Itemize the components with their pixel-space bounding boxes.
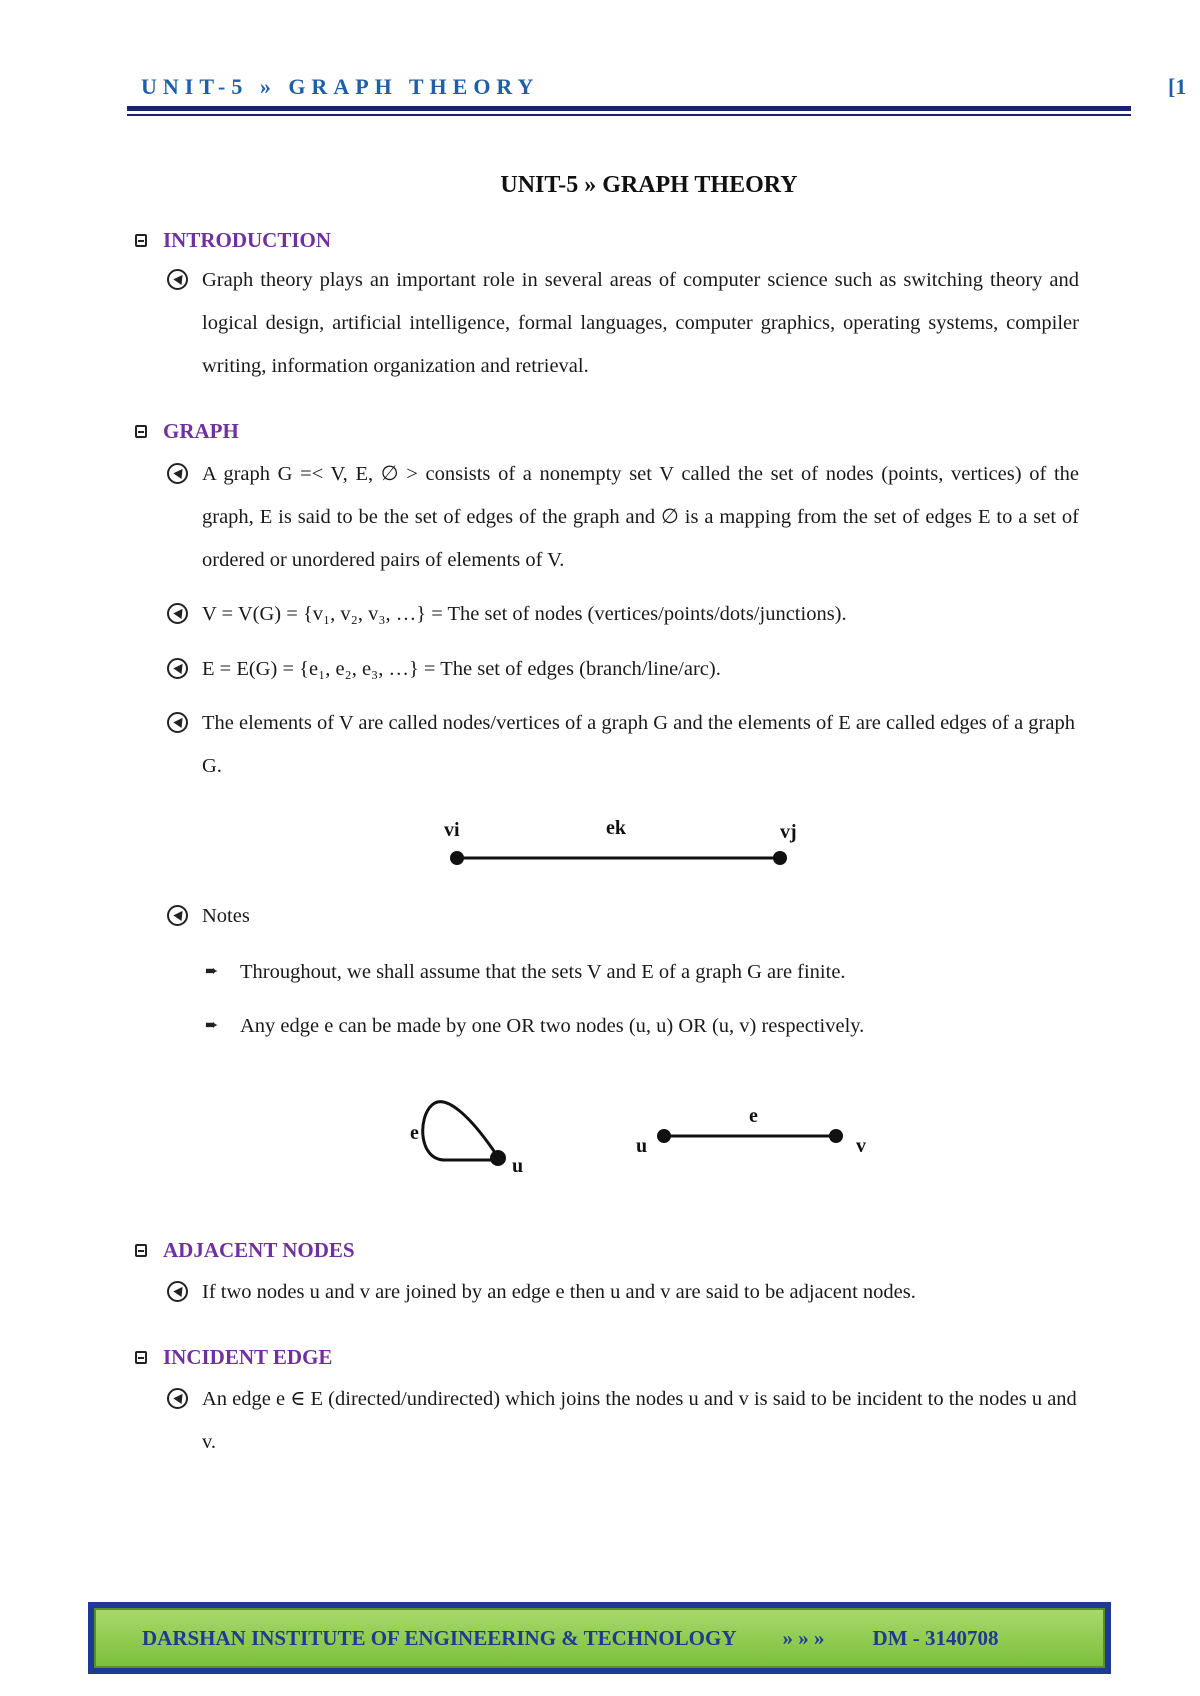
label-ek: ek — [606, 817, 626, 839]
heading-adjacent-nodes — [135, 1238, 355, 1263]
heading-graph-text: GRAPH — [163, 419, 239, 443]
label-edge-e: e — [749, 1105, 758, 1127]
node-u — [657, 1129, 671, 1143]
graph-bullet-1: A graph G =< V, E, ∅ > consists of a nonempty set V called the set of nodes (points, vertices) of the graph, E is said to be the set of edges of the graph and ∅ is a mapping from the set of edges E to a set of ordered or unordered pairs of elements of V. — [167, 453, 1079, 582]
footer-arrows: » » » — [782, 1625, 825, 1650]
loop-edge — [423, 1102, 498, 1160]
note-item-1: ➨ Throughout, we shall assume that the sets V and E of a graph G are finite. — [205, 952, 1085, 992]
page-number: [1 — [1168, 74, 1187, 99]
graph-bullet-2: V = V(G) = {v₁, v₂, v₃, …} = The set of nodes (vertices/points/dots/junctions). — [167, 593, 1079, 636]
graph-bullet-3: E = E(G) = {e₁, e₂, e₃, …} = The set of edges (branch/line/arc). — [167, 648, 1079, 691]
arrow-bullet-icon: ➨ — [205, 963, 219, 980]
heading-graph — [135, 419, 239, 444]
compass-bullet-icon — [167, 658, 188, 679]
notes-bullet: Notes — [167, 895, 1079, 938]
header-rule-thin — [127, 114, 1131, 116]
arrow-bullet-icon: ➨ — [205, 1017, 219, 1034]
heading-introduction — [135, 228, 331, 253]
heading-adjacent-text: ADJACENT NODES — [163, 1238, 355, 1262]
square-bullet-icon — [135, 234, 147, 247]
label-v: v — [856, 1135, 866, 1157]
heading-incident-edge — [135, 1345, 332, 1370]
square-bullet-icon — [135, 1351, 147, 1364]
node-vj — [773, 851, 787, 865]
footer-institute: DARSHAN INSTITUTE OF ENGINEERING & TECHNOLOGY — [142, 1625, 737, 1650]
compass-bullet-icon — [167, 463, 188, 484]
figure-loop-and-edge — [0, 1085, 1200, 1205]
label-loop-u: u — [512, 1155, 524, 1177]
document-title: UNIT-5 » GRAPH THEORY — [500, 172, 798, 198]
running-header-title: UNIT-5 » GRAPH THEORY — [141, 74, 540, 99]
adjacent-bullet-1: If two nodes u and v are joined by an edge e then u and v are said to be adjacent nodes. — [167, 1271, 1079, 1314]
compass-bullet-icon — [167, 905, 188, 926]
node-v — [829, 1129, 843, 1143]
incident-bullet-1: An edge e ∈ E (directed/undirected) which joins the nodes u and v is said to be incident to the nodes u and v. — [167, 1378, 1079, 1464]
page-footer — [88, 1602, 1111, 1674]
label-vj: vj — [780, 821, 797, 843]
loop-node-u — [490, 1150, 506, 1166]
heading-introduction-text: INTRODUCTION — [163, 228, 332, 252]
graph-bullet-4: The elements of V are called nodes/vertices of a graph G and the elements of E are called edges of a graph G. — [167, 702, 1079, 788]
footer-banner — [94, 1608, 1105, 1668]
compass-bullet-icon — [167, 1281, 188, 1302]
compass-bullet-icon — [167, 1388, 188, 1409]
square-bullet-icon — [135, 1244, 147, 1257]
note-item-2: ➨ Any edge e can be made by one OR two nodes (u, u) OR (u, v) respectively. — [205, 1006, 1085, 1046]
header-rule — [127, 106, 1131, 111]
footer-course-code: DM - 3140708 — [872, 1625, 999, 1650]
label-u: u — [636, 1135, 648, 1157]
label-loop-e: e — [410, 1122, 419, 1144]
intro-bullet-1: Graph theory plays an important role in several areas of computer science such as switching theory and logical design, artificial intelligence, formal languages, computer graphics, operating systems, compiler writing, information organization and retrieval. — [167, 259, 1079, 388]
compass-bullet-icon — [167, 269, 188, 290]
node-vi — [450, 851, 464, 865]
compass-bullet-icon — [167, 603, 188, 624]
square-bullet-icon — [135, 425, 147, 438]
label-vi: vi — [444, 819, 460, 841]
heading-incident-text: INCIDENT EDGE — [163, 1345, 333, 1369]
compass-bullet-icon — [167, 712, 188, 733]
